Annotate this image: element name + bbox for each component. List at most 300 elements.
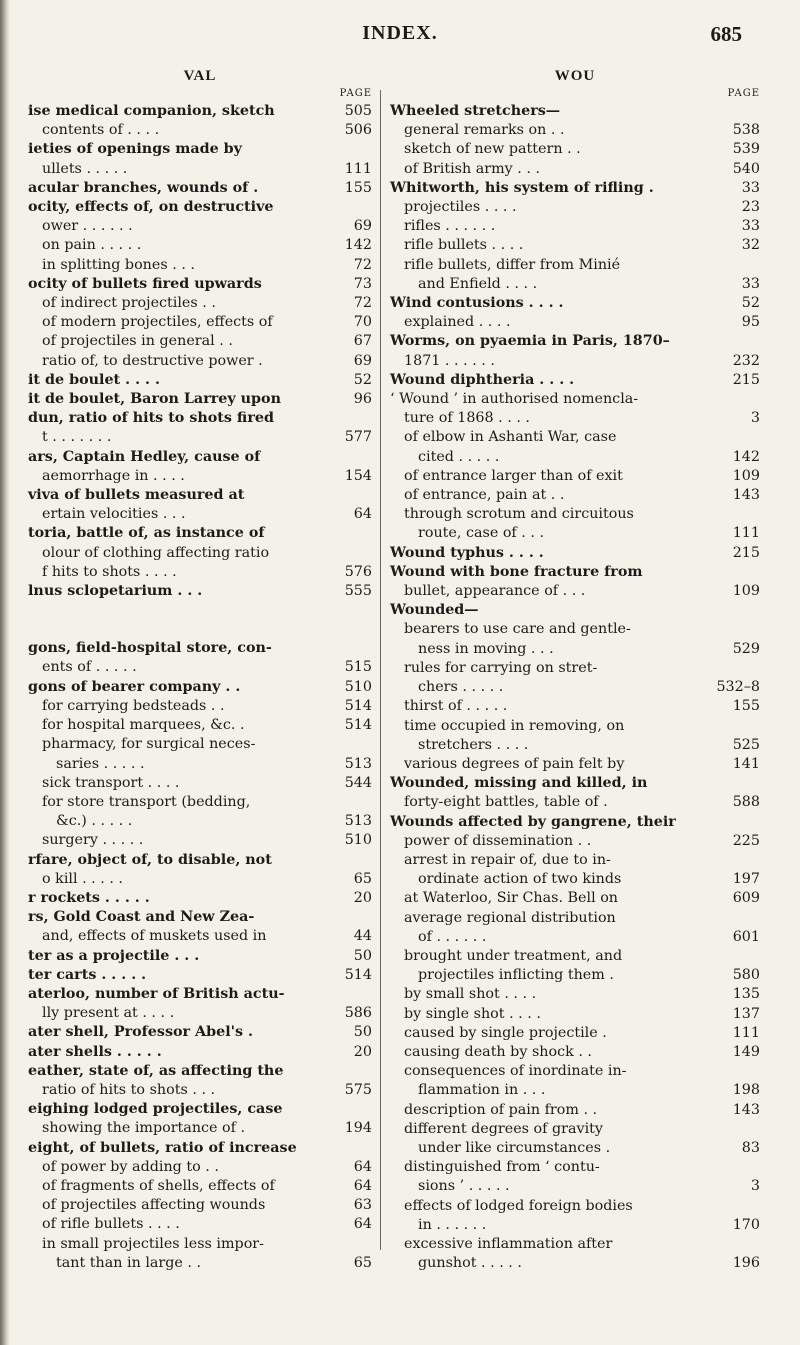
entry-page-number: 20 — [353, 889, 372, 906]
entry-text: of fragments of shells, effects of — [42, 1177, 275, 1194]
index-entry — [390, 524, 760, 543]
entry-page-number: 513 — [344, 755, 372, 772]
entry-text: dun, ratio of hits to shots fired — [28, 410, 274, 427]
index-entry — [390, 1062, 760, 1081]
entry-text: toria, battle of, as instance of — [28, 525, 265, 542]
entry-page-number: 109 — [732, 467, 760, 484]
index-entry — [28, 1254, 372, 1273]
binding-gutter — [0, 0, 10, 1345]
index-entry — [28, 256, 372, 275]
index-entry — [28, 428, 372, 447]
entry-text: brought under treatment, and — [404, 947, 623, 964]
entry-page-number: 580 — [732, 967, 760, 984]
entry-page-number: 155 — [732, 698, 760, 715]
entry-page-number: 65 — [353, 870, 372, 887]
index-entry — [390, 736, 760, 755]
index-entry — [390, 486, 760, 505]
entry-text: ture of 1868 . . . . — [404, 410, 530, 427]
entry-page-number: 515 — [344, 659, 372, 676]
index-entry — [28, 1100, 372, 1119]
index-entry — [28, 908, 372, 927]
entry-text: ater shell, Professor Abel's . — [28, 1024, 254, 1041]
index-entry — [28, 140, 372, 159]
entry-page-number: 529 — [732, 640, 760, 657]
entry-text: ‘ Wound ’ in authorised nomencla- — [390, 391, 639, 408]
index-entry — [28, 121, 372, 140]
entry-text: tant than in large . . — [56, 1254, 202, 1271]
entry-text: power of dissemination . . — [404, 832, 592, 849]
index-entry — [28, 524, 372, 543]
page-number: 685 — [710, 22, 742, 46]
index-entry — [390, 1235, 760, 1254]
entry-text: rs, Gold Coast and New Zea- — [28, 909, 255, 926]
entry-text: route, case of . . . — [418, 525, 544, 542]
entry-page-number: 601 — [732, 928, 760, 945]
entry-page-number: 73 — [353, 275, 372, 292]
entry-text: in splitting bones . . . — [42, 256, 195, 273]
index-entry — [390, 947, 760, 966]
running-title: INDEX. — [362, 22, 438, 44]
entry-text: Wound diphtheria . . . . — [390, 371, 575, 388]
index-entry — [28, 236, 372, 255]
index-entry — [390, 352, 760, 371]
entry-text: of modern projectiles, effects of — [42, 314, 273, 331]
entry-page-number: 52 — [353, 371, 372, 388]
index-entry — [28, 851, 372, 870]
index-entry — [28, 352, 372, 371]
entry-text: of rifle bullets . . . . — [42, 1216, 180, 1233]
entry-text: average regional distribution — [404, 909, 616, 926]
entry-text: ratio of hits to shots . . . — [42, 1081, 216, 1098]
index-entry — [390, 1197, 760, 1216]
entry-page-number: 170 — [732, 1216, 760, 1233]
index-entry — [390, 467, 760, 486]
entry-text: arrest in repair of, due to in- — [404, 851, 611, 868]
index-entry — [390, 1158, 760, 1177]
index-entry — [390, 985, 760, 1004]
entry-text: saries . . . . . — [56, 755, 145, 772]
index-entry — [390, 909, 760, 928]
entry-text: Whitworth, his system of rifling . — [390, 179, 654, 196]
entry-text: lnus sclopetarium . . . — [28, 583, 203, 600]
index-entry — [28, 966, 372, 985]
entry-text: sketch of new pattern . . — [404, 141, 581, 158]
entry-page-number: 33 — [741, 218, 760, 235]
entry-page-number: 72 — [353, 295, 372, 312]
index-entry — [390, 236, 760, 255]
entry-page-number: 141 — [732, 755, 760, 772]
entry-page-number: 588 — [732, 794, 760, 811]
entry-page-number: 540 — [732, 160, 760, 177]
entry-text: contents of . . . . — [42, 122, 160, 139]
entry-page-number: 532–8 — [716, 679, 760, 696]
entry-page-number: 142 — [344, 237, 372, 254]
entry-gap — [28, 601, 372, 620]
index-entry — [390, 1043, 760, 1062]
index-entry — [28, 1196, 372, 1215]
entry-page-number: 155 — [344, 179, 372, 196]
entry-page-number: 20 — [353, 1043, 372, 1060]
index-entry — [28, 448, 372, 467]
entry-text: various degrees of pain felt by — [404, 755, 625, 772]
entry-page-number: 96 — [353, 391, 372, 408]
entry-text: ocity of bullets fired upwards — [28, 275, 262, 292]
entry-text: rifle bullets . . . . — [404, 237, 524, 254]
entry-text: Wheeled stretchers— — [390, 103, 561, 119]
entry-page-number: 514 — [344, 697, 372, 714]
index-entry — [390, 140, 760, 159]
left-column — [28, 68, 372, 1273]
index-entry — [28, 544, 372, 563]
index-entry — [390, 428, 760, 447]
entry-gap — [28, 620, 372, 639]
entry-page-number: 575 — [344, 1081, 372, 1098]
entry-page-number: 538 — [732, 122, 760, 139]
entry-text: ter as a projectile . . . — [28, 947, 200, 964]
right-column-page-label: PAGE — [727, 88, 760, 99]
index-entry — [28, 563, 372, 582]
entry-page-number: 232 — [732, 352, 760, 369]
entry-page-number: 95 — [741, 314, 760, 331]
index-entry — [28, 947, 372, 966]
index-entry — [28, 793, 372, 812]
entry-text: ower . . . . . . — [42, 218, 133, 235]
entry-text: different degrees of gravity — [404, 1120, 603, 1137]
entry-text: t . . . . . . . — [42, 429, 112, 446]
entry-text: general remarks on . . — [404, 122, 565, 139]
index-entry — [28, 870, 372, 889]
entry-text: time occupied in removing, on — [404, 717, 625, 734]
entry-text: &c.) . . . . . — [56, 813, 133, 830]
index-entry — [390, 889, 760, 908]
index-entry — [390, 313, 760, 332]
index-entry — [28, 1215, 372, 1234]
index-entry — [28, 275, 372, 294]
index-entry — [390, 774, 760, 793]
entry-text: showing the importance of . — [42, 1120, 246, 1137]
index-entry — [390, 179, 760, 198]
entry-text: ieties of openings made by — [28, 141, 242, 158]
entry-text: it de boulet, Baron Larrey upon — [28, 391, 281, 408]
entry-text: Worms, on pyaemia in Paris, 1870– — [390, 333, 670, 350]
entry-page-number: 544 — [344, 774, 372, 791]
entry-page-number: 33 — [741, 275, 760, 292]
entry-text: rules for carrying on stret- — [404, 659, 598, 676]
index-entry — [28, 1158, 372, 1177]
index-entry — [28, 639, 372, 658]
index-entry — [390, 294, 760, 313]
index-entry — [390, 409, 760, 428]
entry-text: gunshot . . . . . — [418, 1255, 522, 1272]
entry-text: lly present at . . . . — [42, 1005, 175, 1022]
entry-text: Wounds affected by gangrene, their — [390, 813, 676, 830]
entry-text: consequences of inordinate in- — [404, 1063, 627, 1080]
index-entry — [390, 1024, 760, 1043]
entry-page-number: 506 — [344, 122, 372, 139]
entry-text: of power by adding to . . — [42, 1158, 219, 1175]
index-entry — [390, 678, 760, 697]
entry-text: Wounded— — [390, 602, 479, 619]
index-entry — [390, 563, 760, 582]
entry-page-number: 111 — [732, 1024, 760, 1041]
left-column-entries — [28, 102, 372, 1273]
entry-text: thirst of . . . . . — [404, 698, 508, 715]
index-entry — [390, 505, 760, 524]
entry-page-number: 143 — [732, 1101, 760, 1118]
left-column-page-label: PAGE — [339, 88, 372, 99]
entry-page-number: 64 — [353, 1158, 372, 1175]
index-entry — [390, 448, 760, 467]
entry-text: for hospital marquees, &c. . — [42, 717, 245, 734]
index-entry — [28, 217, 372, 236]
entry-page-number: 83 — [741, 1139, 760, 1156]
entry-text: by small shot . . . . — [404, 986, 537, 1003]
entry-page-number: 64 — [353, 506, 372, 523]
entry-text: of elbow in Ashanti War, case — [404, 429, 617, 446]
entry-text: bearers to use care and gentle- — [404, 621, 631, 638]
index-entry — [28, 294, 372, 313]
entry-text: Wound typhus . . . . — [390, 544, 544, 561]
index-entry — [390, 851, 760, 870]
entry-page-number: 69 — [353, 352, 372, 369]
entry-text: by single shot . . . . — [404, 1005, 541, 1022]
entry-text: ullets . . . . . — [42, 160, 128, 177]
entry-page-number: 510 — [344, 832, 372, 849]
entry-page-number: 109 — [732, 583, 760, 600]
index-entry — [28, 927, 372, 946]
entry-text: ocity, effects of, on destructive — [28, 199, 274, 216]
entry-text: Wounded, missing and killed, in — [390, 775, 648, 792]
entry-text: of entrance larger than of exit — [404, 467, 623, 484]
entry-text: through scrotum and circuitous — [404, 506, 634, 523]
entry-text: and, effects of muskets used in — [42, 928, 267, 945]
index-entry — [28, 1235, 372, 1254]
index-entry — [28, 313, 372, 332]
index-entry — [28, 160, 372, 179]
entry-text: aterloo, number of British actu- — [28, 985, 285, 1002]
entry-page-number: 64 — [353, 1177, 372, 1194]
entry-text: of British army . . . — [404, 160, 541, 177]
index-entry — [28, 774, 372, 793]
entry-page-number: 215 — [732, 544, 760, 561]
entry-page-number: 65 — [353, 1254, 372, 1271]
entry-text: acular branches, wounds of . — [28, 179, 259, 196]
index-entry — [28, 678, 372, 697]
index-entry — [390, 928, 760, 947]
entry-page-number: 154 — [344, 467, 372, 484]
index-entry — [28, 1119, 372, 1138]
entry-text: olour of clothing affecting ratio — [42, 544, 270, 561]
entry-page-number: 23 — [741, 199, 760, 216]
index-entry — [28, 198, 372, 217]
index-entry — [28, 1043, 372, 1062]
index-entry — [390, 102, 760, 121]
index-entry — [390, 755, 760, 774]
entry-page-number: 137 — [732, 1005, 760, 1022]
index-entry — [28, 889, 372, 908]
entry-text: on pain . . . . . — [42, 237, 142, 254]
left-column-run-head: VAL — [183, 68, 217, 84]
index-entry — [28, 1081, 372, 1100]
entry-text: forty-eight battles, table of . — [404, 794, 608, 811]
index-entry — [28, 332, 372, 351]
index-entry — [28, 1177, 372, 1196]
entry-page-number: 3 — [750, 1178, 760, 1195]
entry-text: aemorrhage in . . . . — [42, 467, 185, 484]
entry-text: ertain velocities . . . — [42, 506, 186, 523]
entry-text: under like circumstances . — [418, 1139, 611, 1156]
entry-text: ratio of, to destructive power . — [42, 352, 263, 369]
index-entry — [390, 1177, 760, 1196]
entry-text: in . . . . . . — [418, 1216, 487, 1233]
index-entry — [28, 735, 372, 754]
index-entry — [390, 256, 760, 275]
index-entry — [28, 1004, 372, 1023]
entry-text: ars, Captain Hedley, cause of — [28, 448, 261, 465]
column-divider — [380, 90, 381, 1250]
entry-page-number: 514 — [344, 966, 372, 983]
entry-text: 1871 . . . . . . — [404, 352, 495, 369]
entry-page-number: 609 — [732, 890, 760, 907]
entry-page-number: 525 — [732, 736, 760, 753]
entry-page-number: 514 — [344, 717, 372, 734]
entry-page-number: 215 — [732, 371, 760, 388]
entry-text: distinguished from ‘ contu- — [404, 1159, 600, 1176]
index-entry — [390, 966, 760, 985]
entry-text: at Waterloo, Sir Chas. Bell on — [404, 890, 619, 907]
index-entry — [28, 505, 372, 524]
entry-text: of entrance, pain at . . — [404, 487, 565, 504]
entry-text: f hits to shots . . . . — [42, 563, 177, 580]
entry-text: ter carts . . . . . — [28, 966, 147, 983]
entry-page-number: 577 — [344, 429, 372, 446]
entry-page-number: 111 — [732, 525, 760, 542]
index-entry — [28, 812, 372, 831]
index-entry — [28, 985, 372, 1004]
index-entry — [390, 371, 760, 390]
entry-text: r rockets . . . . . — [28, 889, 150, 906]
index-entry — [390, 544, 760, 563]
entry-text: for store transport (bedding, — [42, 793, 251, 810]
index-entry — [390, 1254, 760, 1273]
entry-page-number: 50 — [353, 1024, 372, 1041]
index-entry — [390, 217, 760, 236]
entry-page-number: 143 — [732, 487, 760, 504]
entry-page-number: 44 — [353, 928, 372, 945]
entry-text: surgery . . . . . — [42, 832, 144, 849]
entry-page-number: 135 — [732, 986, 760, 1003]
entry-page-number: 67 — [353, 333, 372, 350]
index-entry — [28, 371, 372, 390]
index-entry — [28, 1023, 372, 1042]
entry-text: cited . . . . . — [418, 448, 500, 465]
entry-text: projectiles inflicting them . — [418, 967, 614, 984]
entry-page-number: 505 — [344, 103, 372, 119]
entry-text: projectiles . . . . — [404, 199, 517, 216]
index-entry — [390, 1101, 760, 1120]
index-entry — [28, 390, 372, 409]
index-entry — [28, 831, 372, 850]
entry-text: description of pain from . . — [404, 1101, 598, 1118]
entry-text: in small projectiles less impor- — [42, 1235, 264, 1252]
entry-page-number: 3 — [750, 410, 760, 427]
entry-page-number: 197 — [732, 871, 760, 888]
entry-page-number: 70 — [353, 314, 372, 331]
index-entry — [390, 1005, 760, 1024]
entry-page-number: 142 — [732, 448, 760, 465]
entry-text: gons of bearer company . . — [28, 678, 241, 695]
entry-text: stretchers . . . . — [418, 736, 529, 753]
index-entry — [390, 1120, 760, 1139]
entry-page-number: 149 — [732, 1043, 760, 1060]
entry-text: rifle bullets, differ from Minié — [404, 256, 621, 273]
entry-page-number: 513 — [344, 813, 372, 830]
entry-text: caused by single projectile . — [404, 1024, 607, 1041]
entry-text: rifles . . . . . . — [404, 218, 496, 235]
entry-text: rfare, object of, to disable, not — [28, 851, 272, 868]
entry-page-number: 111 — [344, 160, 372, 177]
entry-text: Wind contusions . . . . — [390, 295, 564, 312]
index-entry — [28, 409, 372, 428]
index-entry — [390, 620, 760, 639]
entry-text: sick transport . . . . — [42, 774, 180, 791]
index-entry — [390, 121, 760, 140]
entry-text: pharmacy, for surgical neces- — [42, 736, 256, 753]
entry-page-number: 586 — [344, 1005, 372, 1022]
entry-text: of . . . . . . — [418, 928, 487, 945]
index-entry — [28, 697, 372, 716]
index-entry — [390, 640, 760, 659]
index-entry — [28, 755, 372, 774]
entry-text: for carrying bedsteads . . — [42, 697, 225, 714]
entry-text: explained . . . . — [404, 314, 511, 331]
index-entry — [28, 658, 372, 677]
right-column — [390, 68, 760, 1273]
entry-text: bullet, appearance of . . . — [404, 583, 586, 600]
index-entry — [390, 832, 760, 851]
entry-text: sions ’ . . . . . — [418, 1178, 510, 1195]
entry-page-number: 576 — [344, 563, 372, 580]
entry-text: of projectiles in general . . — [42, 333, 233, 350]
entry-page-number: 63 — [353, 1197, 372, 1214]
entry-page-number: 72 — [353, 256, 372, 273]
index-entry — [390, 1216, 760, 1235]
right-column-run-head: WOU — [554, 68, 596, 84]
entry-text: it de boulet . . . . — [28, 371, 160, 388]
index-entry — [28, 716, 372, 735]
index-entry — [390, 659, 760, 678]
entry-page-number: 50 — [353, 947, 372, 964]
index-entry — [390, 275, 760, 294]
entry-text: eather, state of, as affecting the — [28, 1062, 284, 1079]
right-column-entries — [390, 102, 760, 1273]
entry-page-number: 510 — [344, 678, 372, 695]
index-entry — [390, 332, 760, 351]
entry-page-number: 64 — [353, 1216, 372, 1233]
entry-page-number: 69 — [353, 218, 372, 235]
entry-text: effects of lodged foreign bodies — [404, 1197, 633, 1214]
index-entry — [390, 717, 760, 736]
entry-page-number: 196 — [732, 1255, 760, 1272]
index-entry — [390, 198, 760, 217]
index-entry — [390, 697, 760, 716]
entry-page-number: 225 — [732, 832, 760, 849]
entry-page-number: 194 — [344, 1120, 372, 1137]
index-entry — [390, 390, 760, 409]
entry-text: eight, of bullets, ratio of increase — [28, 1139, 297, 1156]
entry-text: Wound with bone fracture from — [390, 563, 643, 580]
entry-text: ater shells . . . . . — [28, 1043, 162, 1060]
